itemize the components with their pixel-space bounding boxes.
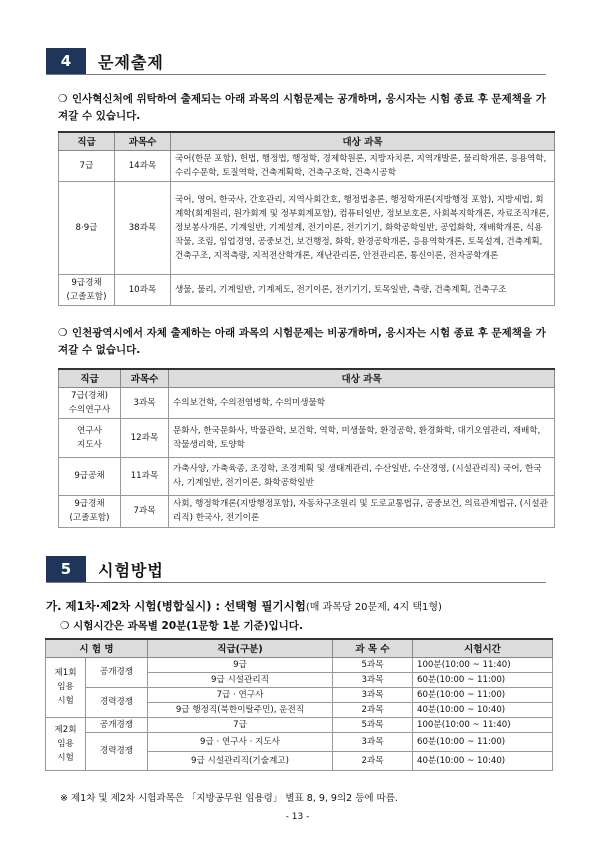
cell-grade: 9급경채 (고졸포함)	[59, 274, 115, 305]
cell-grade: 연구사 지도사	[59, 418, 121, 457]
cell-count: 38과목	[115, 181, 171, 274]
cell-count: 3과목	[121, 387, 169, 418]
table-row	[59, 274, 555, 305]
cell-grade: 7급	[59, 150, 115, 181]
cell-count: 3과목	[333, 672, 413, 687]
section-title: 시험방법	[98, 560, 164, 580]
divider	[46, 74, 546, 75]
note-text: 인사혁신처에 위탁하여 출제되는 아래 과목의 시험문제는 공개하며, 응시자는 시험 종료 후 문제책을 가져갈 수 있습니다.	[58, 93, 546, 122]
cell-subjects: 가축사양, 가축육종, 조경학, 조경계획 및 생태계관리, 수산일반, 수산경영, (시설관리직) 국어, 한국사, 기계일반, 전기이론, 화학공학일반	[169, 457, 555, 495]
cell-grade: 9급경채 (고졸포함)	[59, 495, 121, 527]
table-row	[46, 687, 553, 702]
cell-time: 40분(10:00 ~ 10:40)	[413, 751, 553, 770]
cell-subjects: 국어, 영어, 한국사, 간호관리, 지역사회간호, 행정법총론, 행정학개론(지방행정 포함), 지방세법, 회계학(회계원리, 원가회계 및 정부회계포함), 컴퓨터일반, 정보보호론, 사회복지학개론, 자료조직개론, 정보봉사개론, 기계일반, 기계설계, 전기이론, 전기기기, 화학공학일반, 공업화학, 재배학개론, 식용작물, 조림, 임업경영, 공중보건, 보건행정, 화학, 환경공학개론, 응용역학개론, 토목설계, 건축계획, 건축구조, 지적측량, 지적전산학개론, 재난관리론, 안전관리론, 통신이론, 전자공학개론	[171, 181, 555, 274]
table-row	[59, 150, 555, 181]
header-time: 시험시간	[413, 639, 553, 657]
cell-count: 11과목	[121, 457, 169, 495]
cell-grade: 8·9급	[59, 181, 115, 274]
exam-time-note	[60, 618, 303, 633]
table-row	[46, 657, 553, 672]
section-number: 5	[46, 556, 86, 582]
header-subjects: 대상 과목	[169, 369, 555, 387]
bullet-icon: ❍	[58, 327, 68, 339]
header-grade: 직급	[59, 132, 115, 150]
header-subjects: 대상 과목	[171, 132, 555, 150]
footnote: ※ 제1차 및 제2차 시험과목은 「지방공무원 임용령」 별표 8, 9, 9의2 등에 따름.	[60, 793, 398, 804]
cell-time: 100분(10:00 ~ 11:40)	[413, 717, 553, 732]
cell-grade: 7급	[148, 717, 333, 732]
cell-grade: 9급 행정직(북한이탈주민), 운전직	[148, 702, 333, 717]
cell-round: 제1회 임용 시험	[46, 657, 86, 717]
cell-time: 60분(10:00 ~ 11:00)	[413, 672, 553, 687]
cell-round: 제2회 임용 시험	[46, 717, 86, 770]
cell-grade: 9급 · 연구사 · 지도사	[148, 732, 333, 751]
divider	[46, 582, 546, 583]
cell-count: 12과목	[121, 418, 169, 457]
cell-subjects: 생물, 물리, 기계일반, 기계제도, 전기이론, 전기기기, 토목일반, 측량, 건축계획, 건축구조	[171, 274, 555, 305]
cell-type: 경력경쟁	[86, 732, 148, 770]
table-row	[59, 457, 555, 495]
header-grade: 직급	[59, 369, 121, 387]
header-count: 과목수	[121, 369, 169, 387]
header-exam-name: 시 험 명	[46, 639, 148, 657]
section-5-header	[46, 556, 546, 582]
cell-count: 5과목	[333, 717, 413, 732]
page-number: - 13 -	[285, 812, 310, 822]
header-grade: 직급(구분)	[148, 639, 333, 657]
cell-count: 2과목	[333, 751, 413, 770]
table-row	[46, 732, 553, 751]
exam-schedule-table	[45, 638, 553, 771]
cell-type: 공개경쟁	[86, 717, 148, 732]
table-row	[46, 717, 553, 732]
section-title: 문제출제	[98, 52, 164, 72]
heading-detail: (매 과목당 20문제, 4지 택1형)	[305, 602, 442, 613]
cell-count: 2과목	[333, 702, 413, 717]
cell-grade: 9급 시설관리직(기술계고)	[148, 751, 333, 770]
note-public-exam	[58, 91, 553, 125]
table-row	[59, 181, 555, 274]
cell-count: 14과목	[115, 150, 171, 181]
bullet-icon: ❍	[60, 620, 70, 632]
cell-count: 10과목	[115, 274, 171, 305]
exam-method-heading	[46, 598, 442, 614]
heading-text: 가. 제1차·제2차 시험(병합실시) : 선택형 필기시험	[46, 599, 306, 613]
note-private-exam	[58, 325, 553, 359]
private-subjects-table	[58, 368, 555, 528]
cell-subjects: 사회, 행정학개론(지방행정포함), 자동차구조원리 및 도로교통법규, 공중보건, 의료관계법규, (시설관리직) 한국사, 전기이론	[169, 495, 555, 527]
cell-subjects: 국어(한문 포함), 헌법, 행정법, 행정학, 경제학원론, 지방자치론, 지역개발론, 물리학개론, 응용역학, 수리수문학, 토질역학, 건축계획학, 건축구조학, 건축시공학	[171, 150, 555, 181]
header-count: 과 목 수	[333, 639, 413, 657]
bullet-icon: ❍	[58, 93, 68, 105]
cell-grade: 9급	[148, 657, 333, 672]
cell-time: 60분(10:00 ~ 11:00)	[413, 687, 553, 702]
cell-time: 40분(10:00 ~ 10:40)	[413, 702, 553, 717]
cell-subjects: 수의보건학, 수의전염병학, 수의미생물학	[169, 387, 555, 418]
cell-count: 3과목	[333, 732, 413, 751]
cell-time: 60분(10:00 ~ 11:00)	[413, 732, 553, 751]
cell-type: 경력경쟁	[86, 687, 148, 717]
table-row	[59, 495, 555, 527]
cell-grade: 7급 · 연구사	[148, 687, 333, 702]
cell-grade: 9급 시설관리직	[148, 672, 333, 687]
table-row	[59, 418, 555, 457]
cell-grade: 9급공채	[59, 457, 121, 495]
section-4-header	[46, 48, 546, 74]
table-row	[59, 387, 555, 418]
public-subjects-table	[58, 131, 555, 306]
cell-count: 5과목	[333, 657, 413, 672]
note-text: 인천광역시에서 자체 출제하는 아래 과목의 시험문제는 비공개하며, 응시자는 시험 종료 후 문제책을 가져갈 수 없습니다.	[58, 327, 546, 356]
note-text: 시험시간은 과목별 20분(1문항 1분 기준)입니다.	[73, 620, 303, 632]
section-number: 4	[46, 48, 86, 74]
cell-type: 공개경쟁	[86, 657, 148, 687]
cell-subjects: 문화사, 한국문화사, 박물관학, 보건학, 역학, 미생물학, 환경공학, 환경화학, 대기오염관리, 재배학, 작물생리학, 토양학	[169, 418, 555, 457]
header-count: 과목수	[115, 132, 171, 150]
cell-time: 100분(10:00 ~ 11:40)	[413, 657, 553, 672]
cell-count: 3과목	[333, 687, 413, 702]
cell-grade: 7급(경채) 수의연구사	[59, 387, 121, 418]
cell-count: 7과목	[121, 495, 169, 527]
